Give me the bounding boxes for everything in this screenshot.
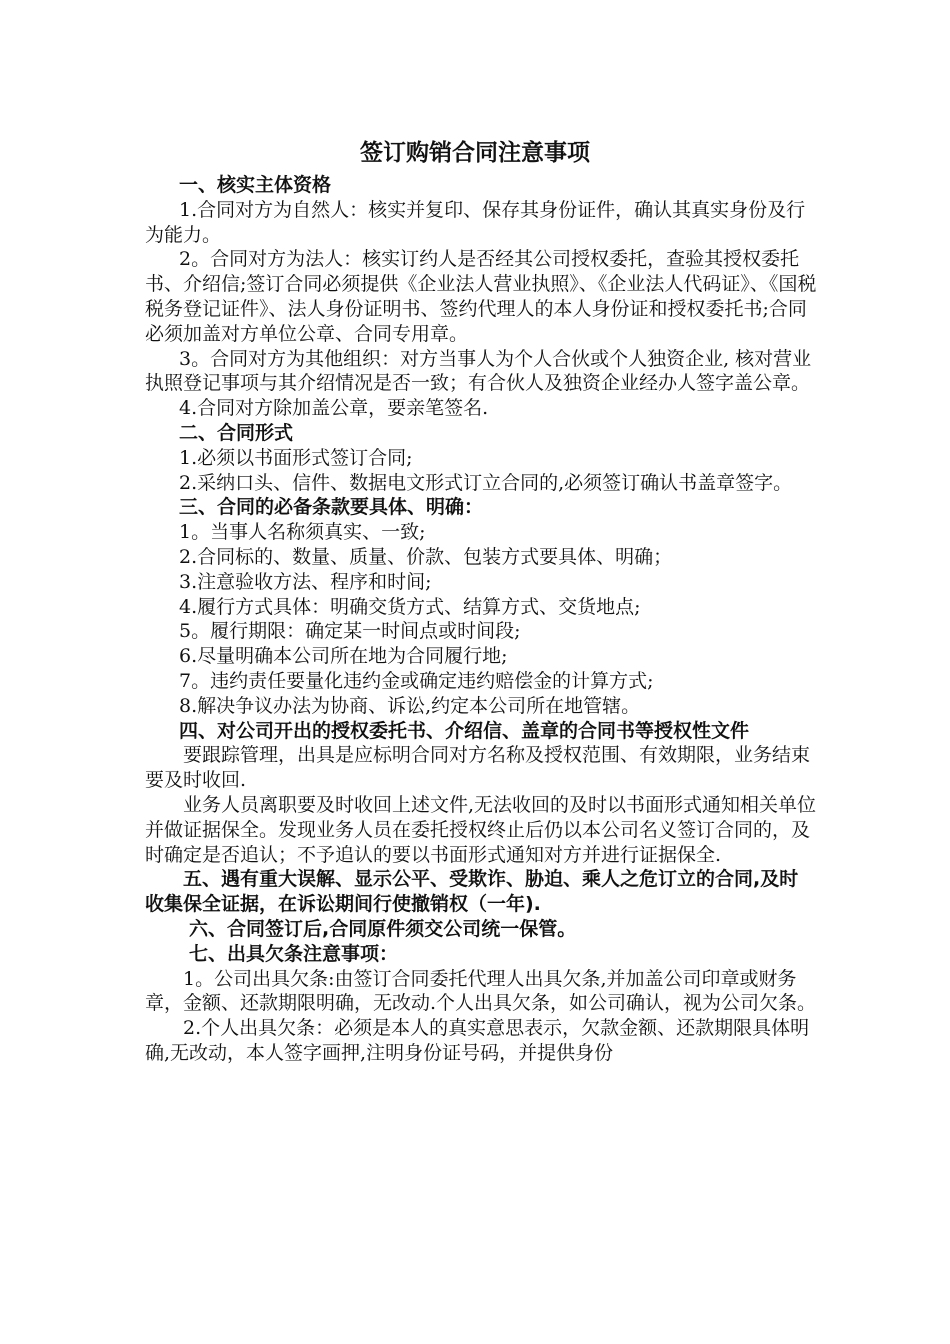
section-heading: 四、对公司开出的授权委托书、介绍信、盖章的合同书等授权性文件 — [179, 719, 750, 742]
section-heading: 三、合同的必备条款要具体、明确： — [179, 496, 484, 519]
paragraph: 4.履行方式具体：明确交货方式、结算方式、交货地点; — [179, 595, 641, 618]
paragraph: 业务人员离职要及时收回上述文件,无法收回的及时以书面形式通知相关单位并做证据保全。发现业务人员在委托授权终止后仍以本公司名义签订合同的，及时确定是否追认；不予追认的要以书面形式通知对方并进行证据保全. — [145, 793, 817, 866]
section-heading: 七、出具欠条注意事项： — [189, 942, 399, 965]
paragraph: 要跟踪管理，出具是应标明合同对方名称及授权范围、有效期限，业务结束要及时收回. — [145, 744, 811, 792]
paragraph: 5。履行期限：确定某一时间点或时间段; — [179, 620, 521, 643]
paragraph: 8.解决争议办法为协商、诉讼,约定本公司所在地管辖。 — [179, 694, 641, 717]
document-title: 签订购销合同注意事项 — [360, 140, 590, 166]
paragraph: 1.必须以书面形式签订合同; — [179, 446, 413, 469]
paragraph: 2.合同标的、数量、质量、价款、包装方式要具体、明确； — [179, 545, 673, 568]
paragraph: 7。违约责任要量化违约金或确定违约赔偿金的计算方式; — [179, 669, 654, 692]
paragraph: 1。当事人名称须真实、一致; — [179, 521, 426, 544]
paragraph: 1.合同对方为自然人：核实并复印、保存其身份证件，确认其真实身份及行为能力。 — [145, 198, 806, 246]
paragraph: 3.注意验收方法、程序和时间; — [179, 570, 432, 593]
paragraph: 2.个人出具欠条：必须是本人的真实意思表示，欠款金额、还款期限具体明确,无改动，本人签字画押,注明身份证号码，并提供身份 — [145, 1017, 810, 1064]
paragraph: 2。合同对方为法人：核实订约人是否经其公司授权委托，查验其授权委托书、介绍信;签订合同必须提供《企业法人营业执照》、《企业法人代码证》、《国税税务登记证件》、法人身份证明书、签约代理人的本人身份证和授权委托书;合同必须加盖对方单位公章、合同专用章。 — [145, 248, 817, 345]
document-body — [145, 173, 817, 1066]
section-heading: 六、合同签订后,合同原件须交公司统一保管。 — [189, 917, 577, 940]
paragraph: 6.尽量明确本公司所在地为合同履行地; — [179, 645, 508, 668]
section-heading: 一、核实主体资格 — [179, 174, 332, 196]
paragraph: 4.合同对方除加盖公章，要亲笔签名. — [179, 397, 489, 420]
paragraph: 1。公司出具欠条:由签订合同委托代理人出具欠条,并加盖公司印章或财务章，金额、还款期限明确，无改动.个人出具欠条，如公司确认，视为公司欠条。 — [145, 967, 817, 1015]
section-heading: 二、合同形式 — [179, 421, 294, 444]
paragraph: 3。合同对方为其他组织：对方当事人为个人合伙或个人独资企业, 核对营业执照登记事项与其介绍情况是否一致；有合伙人及独资企业经办人签字盖公章。 — [145, 347, 812, 395]
paragraph: 2.采纳口头、信件、数据电文形式订立合同的,必须签订确认书盖章签字。 — [179, 471, 793, 494]
section-heading: 五、遇有重大误解、显示公平、受欺诈、胁迫、乘人之危订立的合同,及时收集保全证据，在诉讼期间行使撤销权（一年). — [145, 868, 799, 916]
